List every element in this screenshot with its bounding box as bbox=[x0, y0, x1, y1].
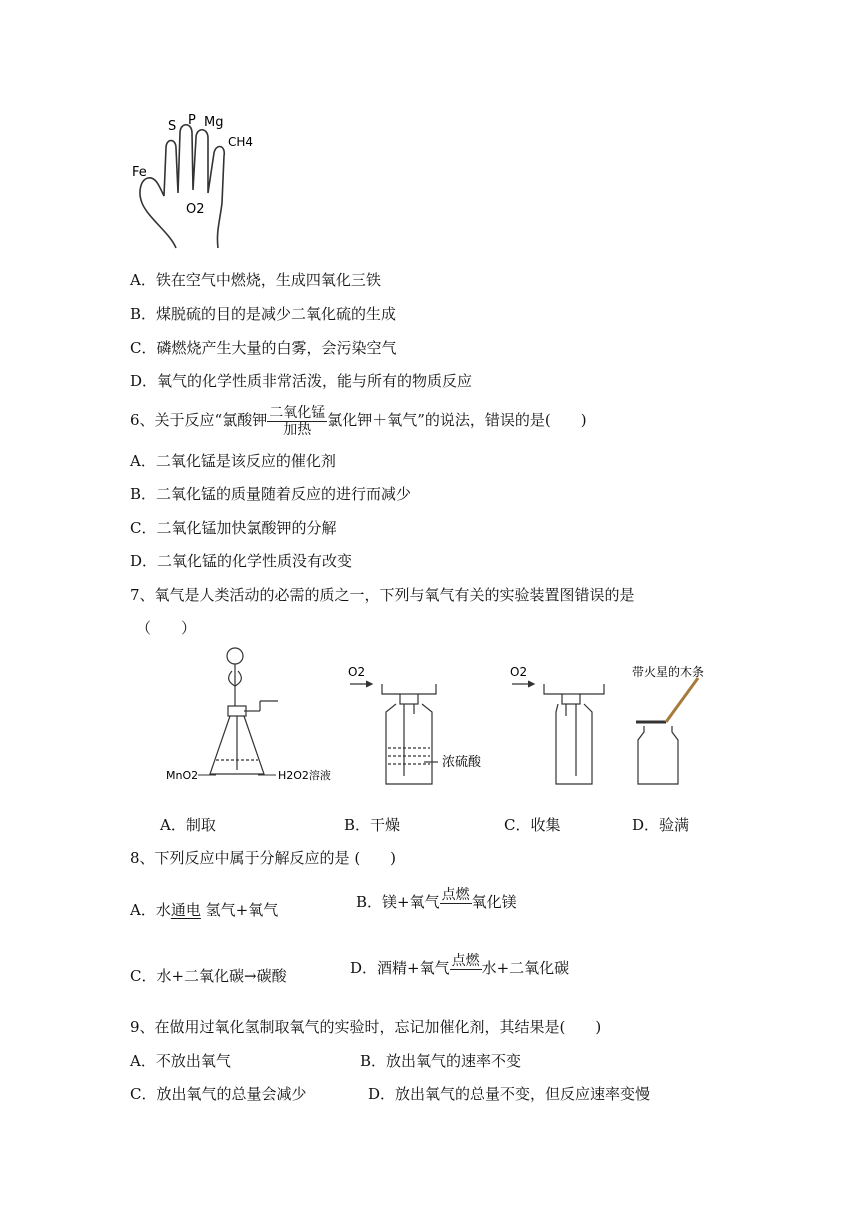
q6-option-c: C．二氧化锰加快氯酸钾的分解 bbox=[130, 519, 337, 537]
q8-b-post: 氧化镁 bbox=[471, 893, 517, 911]
q8-stem: 8、下列反应中属于分解反应的是 ( ) bbox=[130, 849, 397, 867]
q8-d-cond: 点燃 bbox=[451, 953, 480, 969]
apparatus-a bbox=[210, 648, 278, 774]
q9-stem: 9、在做用过氧化氢制取氧气的实验时，忘记加催化剂，其结果是( ) bbox=[130, 1018, 602, 1036]
q6-option-b: B．二氧化锰的质量随着反应的进行而减少 bbox=[130, 485, 412, 503]
p-label: P bbox=[188, 113, 196, 128]
q6-stem bbox=[130, 402, 587, 438]
apparatus-c bbox=[512, 681, 604, 784]
q6-option-d: D．二氧化锰的化学性质没有改变 bbox=[130, 552, 353, 570]
mno2-label: MnO2 bbox=[166, 769, 199, 782]
s-label: S bbox=[168, 119, 177, 134]
ch4-label: CH4 bbox=[228, 135, 254, 149]
q8-d-post: 水+二氧化碳 bbox=[481, 959, 570, 977]
q6-option-a: A．二氧化锰是该反应的催化剂 bbox=[130, 452, 336, 470]
h2so4-label: 浓硫酸 bbox=[442, 755, 482, 770]
q7-caption-c: C．收集 bbox=[504, 816, 561, 834]
q8-b-condition bbox=[440, 887, 472, 920]
apparatus-figure bbox=[160, 636, 730, 796]
apparatus-b bbox=[350, 681, 438, 784]
q9-option-c: C．放出氧气的总量会减少 bbox=[130, 1085, 307, 1103]
q9-option-a: A．不放出氧气 bbox=[130, 1052, 231, 1070]
q8-a-cond: 通电 bbox=[170, 901, 201, 919]
q8-option-c: C．水+二氧化碳→碳酸 bbox=[130, 967, 287, 985]
q6-stem-post: 氯化钾＋氧气”的说法，错误的是( ) bbox=[327, 411, 587, 429]
apparatus-d bbox=[636, 678, 698, 784]
q8-option-d bbox=[350, 950, 569, 986]
splint-label: 带火星的木条 bbox=[632, 665, 705, 679]
q8-a-post: 氢气+氧气 bbox=[205, 901, 279, 919]
q5-option-a: A．铁在空气中燃烧，生成四氧化三铁 bbox=[130, 271, 381, 289]
fe-label: Fe bbox=[132, 165, 147, 180]
q5-option-d: D．氧气的化学性质非常活泼，能与所有的物质反应 bbox=[130, 372, 473, 390]
q8-d-pre: D．酒精+氧气 bbox=[350, 959, 450, 977]
q9-option-b: B．放出氧气的速率不变 bbox=[360, 1052, 522, 1070]
q9-option-d: D．放出氧气的总量不变，但反应速率变慢 bbox=[368, 1085, 651, 1103]
q8-b-pre: B．镁+氧气 bbox=[356, 893, 440, 911]
q6-cond-bottom: 加热 bbox=[283, 421, 312, 438]
o2-c-label: O2 bbox=[510, 665, 528, 679]
q7-caption-d: D．验满 bbox=[632, 816, 690, 834]
q8-option-b bbox=[356, 884, 517, 920]
q7-caption-a: A．制取 bbox=[160, 816, 216, 834]
q8-b-cond: 点燃 bbox=[441, 887, 470, 903]
q5-option-c: C．磷燃烧产生大量的白雾，会污染空气 bbox=[130, 339, 397, 357]
q7-caption-b: B．干燥 bbox=[344, 816, 401, 834]
o2-b-label: O2 bbox=[348, 665, 366, 679]
q8-a-pre: A．水 bbox=[130, 901, 171, 919]
h2o2-label: H2O2溶液 bbox=[278, 769, 331, 782]
o2-label: O2 bbox=[186, 202, 205, 217]
q7-stem-line2: （ ） bbox=[136, 619, 197, 637]
mg-label: Mg bbox=[204, 115, 224, 130]
q8-d-condition bbox=[450, 953, 482, 986]
q6-condition bbox=[267, 405, 327, 438]
q7-stem-line1: 7、氧气是人类活动的必需的质之一，下列与氧气有关的实验装置图错误的是 bbox=[130, 586, 635, 604]
q8-option-a bbox=[130, 900, 278, 920]
q6-stem-pre: 6、关于反应“氯酸钾 bbox=[130, 411, 268, 429]
q5-option-b: B．煤脱硫的目的是减少二氧化硫的生成 bbox=[130, 305, 397, 323]
hand-figure bbox=[128, 108, 258, 253]
q6-cond-top: 二氧化锰 bbox=[269, 404, 326, 421]
